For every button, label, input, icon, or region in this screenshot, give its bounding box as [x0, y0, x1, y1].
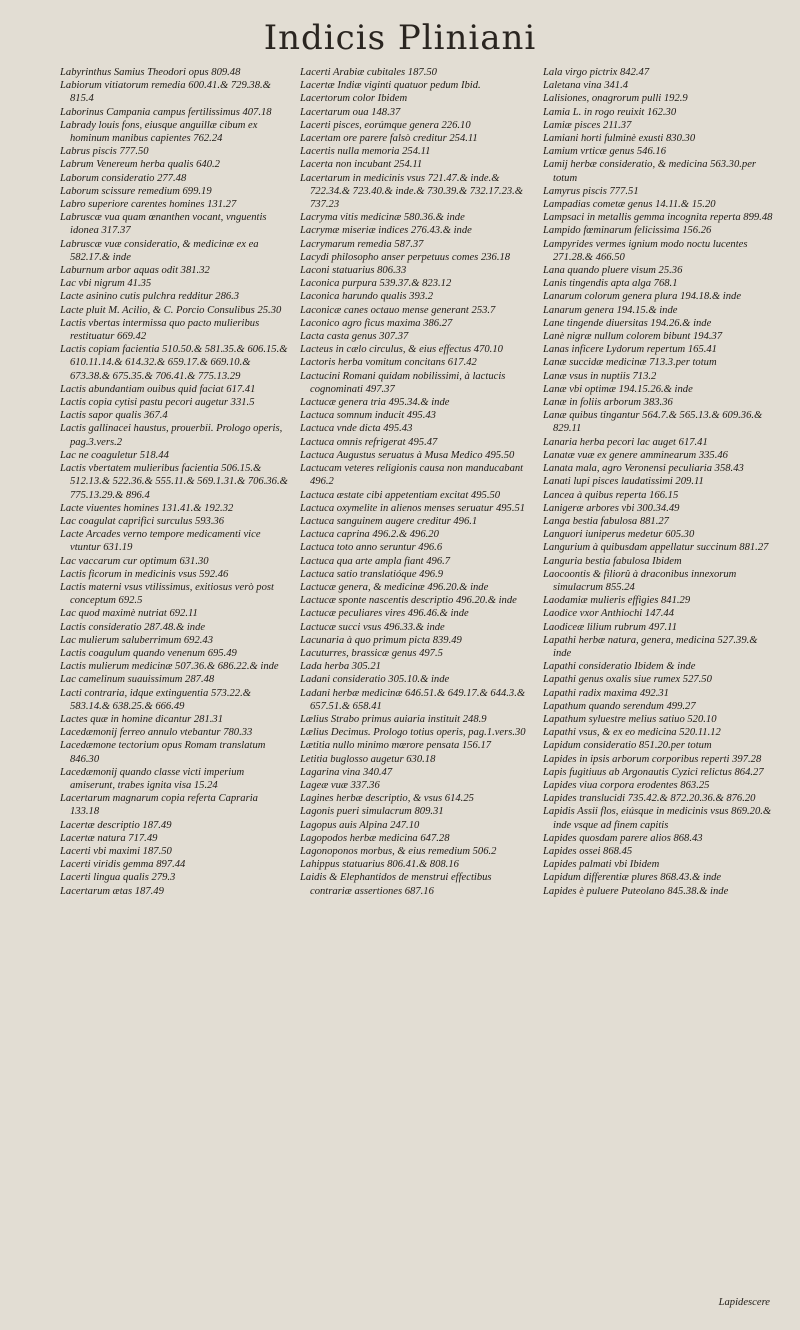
- index-entry: Lamij herbæ consideratio, & medicina 563.30.per totum: [543, 159, 757, 184]
- index-entry: Labiorum vitiatorum remedia 600.41.& 729.38.& 815.4: [60, 80, 271, 105]
- index-column-3: [543, 66, 773, 1322]
- index-entry: Lagonoponos morbus, & eius remedium 506.2: [300, 845, 497, 857]
- catchword: Lapidescere: [718, 1297, 770, 1308]
- index-entry: Lampyrides vermes ignium modo noctu lucentes 271.28.& 466.50: [543, 238, 748, 263]
- index-entry: Lactuca somnum inducit 495.43: [300, 410, 436, 422]
- index-entry: Lactis mulierum medicinæ 507.36.& 686.22.& inde: [60, 661, 279, 673]
- index-entry: Lacedæmonij quando classe victi imperium amiserunt, trabes ignita visa 15.24: [60, 766, 245, 791]
- index-entry: Lactucæ genera tria 495.34.& inde: [300, 397, 450, 409]
- index-entry: Lagarina vina 340.47: [300, 766, 393, 778]
- index-entry: Lac ne coaguletur 518.44: [60, 449, 169, 461]
- index-entry: Lacrymæ miseriæ indices 276.43.& inde: [300, 225, 472, 237]
- index-entry: Lacedæmone tectorium opus Romam translatum 846.30: [60, 740, 266, 765]
- index-entry: Lacte asinino cutis pulchra redditur 286.3: [60, 291, 240, 303]
- index-entry: Lacertam ore parere falsò creditur 254.11: [300, 133, 478, 145]
- index-entry: Lapides quosdam parere alios 868.43: [543, 832, 703, 844]
- index-entry: Lacerti Arabiæ cubitales 187.50: [300, 67, 437, 78]
- index-entry: Lapidum differentiæ plures 868.43.& inde: [543, 872, 722, 884]
- index-entry: Lactuca satio translatióque 496.9: [300, 568, 444, 580]
- index-entry: Lactuca vnde dicta 495.43: [300, 423, 413, 435]
- index-entry: Lactucæ succi vsus 496.33.& inde: [300, 621, 445, 633]
- index-entry: Lacydi philosopho anser perpetuus comes 236.18: [300, 251, 511, 263]
- index-entry: Lanarum colorum genera plura 194.18.& inde: [543, 291, 742, 303]
- index-entry: Lactucæ genera, & medicinæ 496.20.& inde: [300, 581, 489, 593]
- index-entry: Laidis & Elephantidos de menstrui effectibus contrariæ assertiones 687.16: [300, 872, 492, 897]
- index-entry: Lacte pluit M. Acilio, & C. Porcio Consulibus 25.30: [60, 304, 282, 316]
- index-entry: Lacti contraria, idque extinguentia 573.22.& 583.14.& 638.25.& 666.49: [60, 687, 251, 712]
- index-entry: Lælius Strabo primus auiaria instituit 248.9: [300, 713, 487, 725]
- index-entry: Labrady louis fons, eiusque anguillæ cibum ex hominum manibus capientes 762.24: [60, 119, 258, 145]
- index-entry: Lacerti lingua qualis 279.3: [60, 872, 176, 884]
- index-entry: Lac vbi nigrum 41.35: [60, 278, 152, 290]
- index-entry: Lactuca qua arte ampla fiant 496.7: [300, 555, 451, 567]
- index-entry: Lacte viuentes homines 131.41.& 192.32: [60, 502, 234, 514]
- index-entry: Lacrymarum remedia 587.37: [300, 238, 424, 250]
- index-entry: Lanæ vsus in nuptiis 713.2: [543, 370, 657, 382]
- index-entry: Lactis materni vsus vtilissimus, exitiosus verò post conceptum 692.5: [60, 581, 274, 607]
- index-entry: Lagines herbæ descriptio, & vsus 614.25: [300, 793, 474, 805]
- index-entry: Lanata mala, agro Veronensi peculiaria 358.43: [543, 463, 744, 475]
- index-column-1: [60, 66, 288, 1322]
- index-entry: Lahippus statuarius 806.41.& 808.16: [300, 859, 459, 871]
- index-entry: Lampsaci in metallis gemma incognita reperta 899.48: [543, 212, 773, 224]
- index-column-2: [300, 66, 532, 1322]
- index-entry: Labruscæ vua quam œnanthen vocant, vnguentis idonea 317.37: [60, 212, 267, 237]
- index-entry: Lanarum genera 194.15.& inde: [543, 304, 678, 316]
- index-entry: Lacerta non incubant 254.11: [300, 159, 423, 171]
- index-entry: Lacertæ descriptio 187.49: [60, 819, 172, 831]
- index-entry: Lapathi radix maxima 492.31: [543, 687, 669, 699]
- index-entry: Labro superiore carentes homines 131.27: [60, 199, 237, 211]
- index-entry: Lapathum syluestre melius satiuo 520.10: [543, 713, 717, 725]
- index-entry: Lane tingende diuersitas 194.26.& inde: [543, 317, 712, 329]
- page-title: Indicis Pliniani: [263, 18, 537, 58]
- index-entry: Lala virgo pictrix 842.47: [543, 67, 650, 78]
- index-entry: Lanas inficere Lydorum repertum 165.41: [543, 344, 717, 356]
- index-entry: Lagopodos herbæ medicina 647.28: [300, 832, 450, 844]
- index-entry: Lac mulierum saluberrimum 692.43: [60, 634, 214, 646]
- index-entry: Lacta casta genus 307.37: [300, 331, 409, 343]
- index-entry: Lanis tingendis apta alga 768.1: [543, 278, 678, 290]
- index-entry: Lactucæ sponte nascentis descriptio 496.20.& inde: [300, 595, 517, 607]
- index-entry: Lactuca caprina 496.2.& 496.20: [300, 529, 439, 541]
- index-entry: Lactis abundantiam ouibus quid faciat 617.41: [60, 383, 256, 395]
- index-entry: Lamiæ pisces 211.37: [543, 119, 632, 131]
- index-entry: Lamium vrticæ genus 546.16: [543, 146, 667, 158]
- index-entry: Laconico agro ficus maxima 386.27: [300, 317, 453, 329]
- index-entry: Lapides in ipsis arborum corporibus reperti 397.28: [543, 753, 762, 765]
- index-entry: Lac coagulat caprifici surculus 593.36: [60, 515, 225, 527]
- index-entry: Lactis vbertatem mulieribus facientia 506.15.& 512.13.& 522.36.& 555.11.& 569.1.31.& 706.36.& 775.13.29.& 896.4: [60, 463, 288, 501]
- index-entry: Lacedæmonij ferreo annulo vtebantur 780.33: [60, 727, 253, 739]
- index-entry: Lætitia nullo minimo mœrore pensata 156.17: [300, 740, 492, 752]
- index-entry: Labruscæ vuæ consideratio, & medicinæ ex ea 582.17.& inde: [60, 238, 259, 263]
- index-entry: Laodiceæ lilium rubrum 497.11: [543, 621, 677, 633]
- index-entry: Lanigeræ arbores vbi 300.34.49: [543, 502, 680, 514]
- index-entry: Lanè nigræ nullum colorem bibunt 194.37: [543, 331, 723, 343]
- index-entry: Lapides palmati vbi Ibidem: [543, 859, 660, 871]
- index-entry: Lac quod maximè nutriat 692.11: [60, 608, 198, 620]
- index-entry: Laborum scissure remedium 699.19: [60, 185, 212, 197]
- index-entry: Lactucam veteres religionis causa non manducabant 496.2: [300, 463, 524, 488]
- index-entry: Laletana vina 341.4: [543, 80, 629, 92]
- index-entry: Letitia buglosso augetur 630.18: [300, 753, 436, 765]
- index-entry: Lactis coagulum quando venenum 695.49: [60, 647, 237, 659]
- index-entry: Lancea à quibus reperta 166.15: [543, 489, 679, 501]
- index-entry: Ladani herbæ medicinæ 646.51.& 649.17.& 644.3.& 657.51.& 658.41: [300, 687, 526, 712]
- index-entry: Lanæ succidæ medicinæ 713.3.per totum: [543, 357, 717, 369]
- index-entry: Lapathi vsus, & ex eo medicina 520.11.12: [543, 727, 721, 739]
- index-entry: Lacte Arcades verno tempore medicamenti vice vtuntur 631.19: [60, 529, 261, 554]
- index-entry: Lana quando pluere visum 25.36: [543, 265, 683, 277]
- index-entry: Lacteus in cælo circulus, & eius effectus 470.10: [300, 344, 503, 356]
- index-entry: Ladani consideratio 305.10.& inde: [300, 674, 450, 686]
- index-entry: Lacunaria à quo primum picta 839.49: [300, 634, 462, 646]
- index-entry: Laocoontis & filiorû à draconibus innexorum simulacrum 855.24: [543, 568, 737, 593]
- index-entry: Lanæ in foliis arborum 383.36: [543, 397, 673, 409]
- index-entry: Lactuca æstate cibi appetentiam excitat 495.50: [300, 489, 501, 501]
- index-entry: Lacertarum oua 148.37: [300, 106, 401, 118]
- index-entry: Lacertarum magnarum copia referta Capraria 133.18: [60, 793, 258, 818]
- index-entry: Lacertæ Indiæ viginti quatuor pedum Ibid.: [300, 80, 481, 92]
- index-entry: Labrum Venereum herba qualis 640.2: [60, 159, 220, 171]
- index-entry: Lanæ vbi optimæ 194.15.26.& inde: [543, 383, 693, 395]
- index-entry: Lanatæ vuæ ex genere amminearum 335.46: [543, 449, 728, 461]
- index-entry: Lactoris herba vomitum concitans 617.42: [300, 357, 477, 369]
- index-entry: Lacertorum color Ibidem: [300, 93, 408, 105]
- index-entry: Lactis copiam facientia 510.50.& 581.35.& 606.15.& 610.11.14.& 614.32.& 659.17.& 669.10.& 673.38.& 675.35.& 706.41.& 775.13.29: [60, 344, 288, 382]
- index-entry: Lactuca sanguinem augere creditur 496.1: [300, 515, 478, 527]
- index-entry: Lamia L. in rogo reuixit 162.30: [543, 106, 677, 118]
- index-entry: Langurium à quibusdam appellatur succinum 881.27: [543, 542, 769, 554]
- index-entry: Lapathum quando serendum 499.27: [543, 700, 696, 712]
- index-entry: Lacuturres, brassicæ genus 497.5: [300, 647, 443, 659]
- index-entry: Laconica harundo qualis 393.2: [300, 291, 434, 303]
- index-entry: Lacerti pisces, eorúmque genera 226.10: [300, 119, 471, 131]
- index-entry: Lactuca oxymelite in alienos menses seruatur 495.51: [300, 502, 526, 514]
- index-entry: Lactuca Augustus seruatus à Musa Medico 495.50: [300, 449, 515, 461]
- index-entry: Laconicæ canes octauo mense generant 253.7: [300, 304, 496, 316]
- index-entry: Lactis gallinacei haustus, prouerbii. Prologo operis, pag.3.vers.2: [60, 423, 283, 448]
- index-entry: Lanaria herba pecori lac auget 617.41: [543, 436, 708, 448]
- index-entry: Lapides è puluere Puteolano 845.38.& inde: [543, 885, 729, 897]
- index-entry: Laconica purpura 539.37.& 823.12: [300, 278, 452, 290]
- index-entry: Laodamiæ mulieris effigies 841.29: [543, 595, 691, 607]
- index-entry: Lactis sapor qualis 367.4: [60, 410, 168, 422]
- index-entry: Lactucæ peculiares vires 496.46.& inde: [300, 608, 469, 620]
- index-entry: Lac vaccarum cur optimum 631.30: [60, 555, 209, 567]
- index-entry: Lactis vbertas intermissa quo pacto mulieribus restituatur 669.42: [60, 317, 260, 343]
- index-entry: Lacryma vitis medicinæ 580.36.& inde: [300, 212, 465, 224]
- index-entry: Lactucini Romani quidam nobilissimi, à lactucis cognominati 497.37: [300, 370, 506, 395]
- index-entry: Laodice vxor Anthiochi 147.44: [543, 608, 675, 620]
- index-entry: Laconi statuarius 806.33: [300, 265, 407, 277]
- index-entry: Lactuca toto anno seruntur 496.6: [300, 542, 443, 554]
- index-entry: Lacertarum in medicinis vsus 721.47.& inde.& 722.34.& 723.40.& inde.& 730.39.& 732.17.23.& 737.23: [300, 172, 524, 211]
- index-entry: Lapis fugitiuus ab Argonautis Cyzici relictus 864.27: [543, 766, 764, 778]
- index-entry: Lactis ficorum in medicinis vsus 592.46: [60, 568, 229, 580]
- index-entry: Lapidis Assii flos, eiúsque in medicinis vsus 869.20.& inde vsque ad finem capitis: [543, 806, 772, 831]
- index-entry: Lampido fœminarum felicissima 156.26: [543, 225, 712, 237]
- index-entry: Lacertæ natura 717.49: [60, 832, 158, 844]
- index-entry: Lamyrus piscis 777.51: [543, 185, 639, 197]
- index-entry: Lactis copia cytisi pastu pecori augetur 331.5: [60, 397, 255, 409]
- index-entry: Lada herba 305.21: [300, 661, 381, 673]
- index-entry: Labyrinthus Samius Theodori opus 809.48: [60, 67, 241, 78]
- index-entry: Lacertis nulla memoria 254.11: [300, 146, 431, 158]
- index-entry: Languria bestia fabulosa Ibidem: [543, 555, 682, 567]
- index-entry: Lacertarum ætas 187.49: [60, 885, 164, 897]
- index-entry: Lalisiones, onagrorum pulli 192.9: [543, 93, 688, 105]
- index-entry: Lapathi herbæ natura, genera, medicina 527.39.& inde: [543, 634, 758, 659]
- index-entry: Laburnum arbor aquas odit 381.32: [60, 265, 210, 277]
- index-entry: Lapides viua corpora erodentes 863.25: [543, 779, 710, 791]
- index-entry: Labrus piscis 777.50: [60, 146, 149, 158]
- index-entry: Lagonis pueri simulacrum 809.31: [300, 806, 444, 818]
- index-entry: Lagopus auis Alpina 247.10: [300, 819, 420, 831]
- index-entry: Lampadias cometæ genus 14.11.& 15.20: [543, 199, 716, 211]
- index-entry: Lapides translucidi 735.42.& 872.20.36.& 876.20: [543, 793, 756, 805]
- index-entry: Lælius Decimus. Prologo totius operis, pag.1.vers.30: [300, 727, 526, 739]
- index-entry: Languori iuniperus medetur 605.30: [543, 529, 695, 541]
- index-entry: Lacerti viridis gemma 897.44: [60, 859, 186, 871]
- index-entry: Lamiani horti fulminè exusti 830.30: [543, 133, 696, 145]
- index-entry: Lactis consideratio 287.48.& inde: [60, 621, 206, 633]
- index-entry: Lageæ vuæ 337.36: [300, 779, 380, 791]
- index-entry: Lactuca omnis refrigerat 495.47: [300, 436, 438, 448]
- index-entry: Lactes quæ in homine dicantur 281.31: [60, 713, 224, 725]
- index-entry: Lanæ quibus tingantur 564.7.& 565.13.& 609.36.& 829.11: [543, 410, 763, 435]
- index-entry: Lac camelinum suauissimum 287.48: [60, 674, 215, 686]
- index-entry: Laborinus Campania campus fertilissimus 407.18: [60, 106, 272, 118]
- index-entry: Laborum consideratio 277.48: [60, 172, 187, 184]
- index-entry: Lapides ossei 868.45: [543, 845, 633, 857]
- index-entry: Lacerti vbi maximi 187.50: [60, 845, 172, 857]
- index-entry: Lapathi consideratio Ibidem & inde: [543, 661, 696, 673]
- index-entry: Lapidum consideratio 851.20.per totum: [543, 740, 712, 752]
- index-entry: Lapathi genus oxalis siue rumex 527.50: [543, 674, 712, 686]
- index-entry: Langa bestia fabulosa 881.27: [543, 515, 669, 527]
- index-entry: Lanati lupi pisces laudatissimi 209.11: [543, 476, 704, 488]
